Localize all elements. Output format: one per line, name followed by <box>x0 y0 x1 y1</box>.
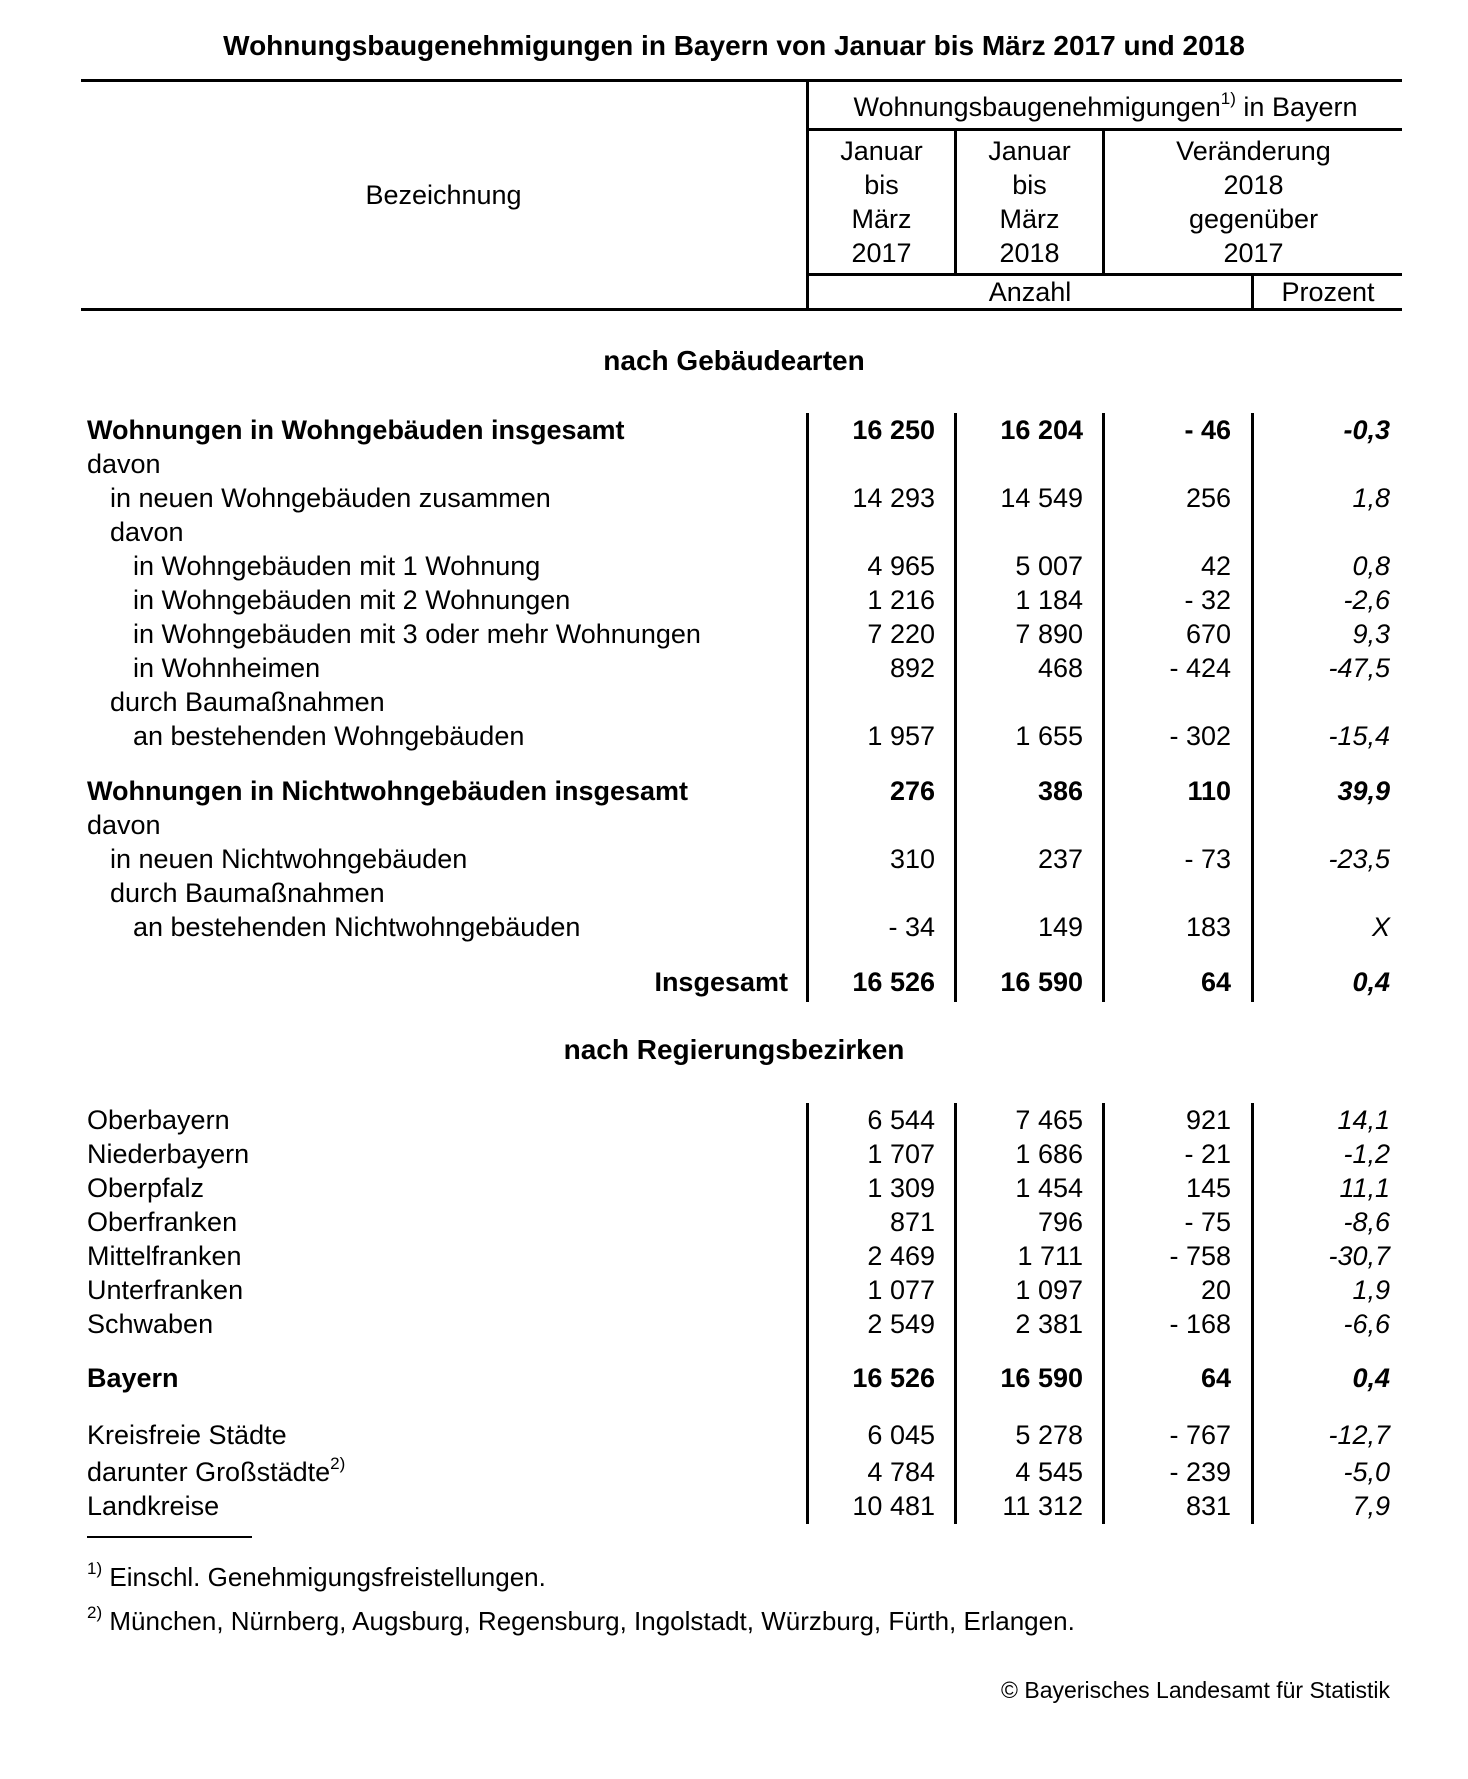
value-2017: 4 784 <box>867 1457 935 1487</box>
footnote-1 <box>87 1559 546 1593</box>
footnote-mark: 2) <box>330 1454 346 1473</box>
value-percent: -12,7 <box>1328 1420 1390 1450</box>
value-change: - 21 <box>1184 1139 1231 1169</box>
value-percent: -2,6 <box>1343 585 1390 615</box>
value-change: - 46 <box>1184 415 1231 445</box>
value-percent: -1,2 <box>1343 1139 1390 1169</box>
row-label-with-note <box>87 1455 345 1489</box>
value-2017: 6 045 <box>867 1420 935 1450</box>
header-col-change-line: Veränderung <box>1176 136 1331 166</box>
value-2017: 7 220 <box>867 619 935 649</box>
table-row <box>0 1103 1468 1137</box>
table-row <box>0 1171 1468 1205</box>
value-2018: 5 007 <box>1015 551 1083 581</box>
value-2018: 16 204 <box>1000 415 1083 445</box>
footnote-text: Einschl. Genehmigungsfreistellungen. <box>109 1562 546 1592</box>
value-change: 183 <box>1185 912 1231 942</box>
value-2018: 16 590 <box>1000 967 1083 997</box>
value-change: 921 <box>1185 1105 1231 1135</box>
table-row <box>0 651 1468 685</box>
table-row <box>0 1455 1468 1489</box>
row-label: Landkreise <box>87 1491 220 1521</box>
row-label: darunter Großstädte <box>87 1457 331 1487</box>
value-change: - 302 <box>1169 721 1231 751</box>
value-2018: 237 <box>1037 844 1083 874</box>
value-change: 831 <box>1185 1491 1231 1521</box>
row-label: Schwaben <box>87 1309 214 1339</box>
value-2018: 1 711 <box>1017 1241 1083 1271</box>
value-percent: 0,4 <box>1352 967 1390 997</box>
header-top-rule <box>81 79 1402 82</box>
value-2018: 5 278 <box>1015 1420 1083 1450</box>
table-row <box>0 617 1468 651</box>
value-change: - 424 <box>1169 653 1231 683</box>
section-title-buildings: nach Gebäudearten <box>603 345 865 376</box>
header-unit-percent: Prozent <box>1281 277 1375 307</box>
value-2018: 11 312 <box>1002 1491 1083 1521</box>
value-percent: 39,9 <box>1337 776 1390 806</box>
value-percent: -0,3 <box>1343 415 1390 445</box>
value-change: 670 <box>1185 619 1231 649</box>
value-2017: 14 293 <box>852 483 935 513</box>
table-row <box>0 876 1468 910</box>
value-percent: 14,1 <box>1337 1105 1390 1135</box>
value-2017: 6 544 <box>867 1105 935 1135</box>
header-col-change-line: 2017 <box>1223 238 1284 268</box>
header-col-2018-line: März <box>999 204 1060 234</box>
value-2018: 7 890 <box>1015 619 1083 649</box>
table-row <box>0 549 1468 583</box>
table-row <box>0 774 1468 808</box>
value-change: 145 <box>1185 1173 1231 1203</box>
table-row <box>0 481 1468 515</box>
header-col-change-line: gegenüber <box>1188 204 1319 234</box>
table-row <box>0 413 1468 447</box>
value-2017: 2 469 <box>867 1241 935 1271</box>
footnote-text: München, Nürnberg, Augsburg, Regensburg, Ingolstadt, Würzburg, Fürth, Erlangen. <box>109 1606 1075 1636</box>
header-unit-count: Anzahl <box>988 277 1072 307</box>
value-2017: 871 <box>889 1207 935 1237</box>
header-group-text: Wohnungsbaugenehmigungen <box>853 92 1221 122</box>
value-2018: 7 465 <box>1015 1105 1083 1135</box>
section-title-districts: nach Regierungsbezirken <box>563 1034 905 1065</box>
value-change: 64 <box>1200 967 1231 997</box>
value-2018: 4 545 <box>1015 1457 1083 1487</box>
table-row <box>0 1137 1468 1171</box>
value-change: - 32 <box>1184 585 1231 615</box>
header-group-footnote-mark: 1) <box>1220 89 1236 108</box>
value-change: - 239 <box>1169 1457 1231 1487</box>
value-percent: -8,6 <box>1343 1207 1390 1237</box>
value-percent: 1,9 <box>1352 1275 1390 1305</box>
header-group <box>809 90 1402 124</box>
header-col-2017-line: 2017 <box>851 238 912 268</box>
value-2017: 1 957 <box>867 721 935 751</box>
row-label: an bestehenden Wohngebäuden <box>133 721 525 751</box>
row-label: in neuen Wohngebäuden zusammen <box>110 483 551 513</box>
value-2018: 14 549 <box>1000 483 1083 513</box>
table-row <box>0 1239 1468 1273</box>
row-label: in neuen Nichtwohngebäuden <box>110 844 468 874</box>
row-label: in Wohnheimen <box>133 653 321 683</box>
row-label: Oberbayern <box>87 1105 230 1135</box>
table-row <box>0 719 1468 753</box>
value-percent: -47,5 <box>1328 653 1390 683</box>
row-label: Oberpfalz <box>87 1173 205 1203</box>
value-change: - 767 <box>1169 1420 1231 1450</box>
value-change: 42 <box>1200 551 1231 581</box>
value-2017: 892 <box>889 653 935 683</box>
value-change: - 758 <box>1169 1241 1231 1271</box>
header-col-2018-line: 2018 <box>999 238 1060 268</box>
header-col-2017-line: Januar <box>840 136 923 166</box>
row-label: Unterfranken <box>87 1275 244 1305</box>
header-col-2018-line: bis <box>1012 170 1047 200</box>
value-2017: 16 250 <box>852 415 935 445</box>
table-row <box>0 1307 1468 1341</box>
value-2018: 149 <box>1037 912 1083 942</box>
header-col-change <box>1105 134 1402 270</box>
value-percent: -5,0 <box>1343 1457 1390 1487</box>
value-percent: -15,4 <box>1328 721 1390 751</box>
value-2017: 276 <box>889 776 935 806</box>
table-row-total <box>0 965 1468 999</box>
header-col-change-line: 2018 <box>1223 170 1284 200</box>
value-2018: 1 184 <box>1015 585 1083 615</box>
table-row <box>0 1205 1468 1239</box>
row-label: davon <box>87 449 161 479</box>
value-change: 64 <box>1200 1363 1231 1393</box>
row-label: Mittelfranken <box>87 1241 242 1271</box>
value-2017: 2 549 <box>867 1309 935 1339</box>
footnote-mark: 1) <box>87 1559 103 1579</box>
table-row <box>0 910 1468 944</box>
value-2018: 1 655 <box>1015 721 1083 751</box>
header-col-2017-line: bis <box>864 170 899 200</box>
copyright-notice: © Bayerisches Landesamt für Statistik <box>1001 1677 1390 1703</box>
value-2017: 4 965 <box>867 551 935 581</box>
table-row <box>0 808 1468 842</box>
value-percent: 1,8 <box>1352 483 1390 513</box>
table-row <box>0 1273 1468 1307</box>
row-label: Insgesamt <box>654 967 788 997</box>
row-label: Niederbayern <box>87 1139 250 1169</box>
value-change: - 73 <box>1184 844 1231 874</box>
value-percent: -23,5 <box>1328 844 1390 874</box>
value-2018: 468 <box>1037 653 1083 683</box>
header-col-2018-line: Januar <box>988 136 1071 166</box>
header-group-suffix: in Bayern <box>1235 92 1358 122</box>
value-2018: 1 454 <box>1015 1173 1083 1203</box>
value-2018: 2 381 <box>1015 1309 1083 1339</box>
value-percent: 11,1 <box>1339 1173 1390 1203</box>
value-percent: 0,4 <box>1352 1363 1390 1393</box>
value-change: 256 <box>1185 483 1231 513</box>
table-row-total <box>0 1361 1468 1395</box>
value-2018: 1 686 <box>1015 1139 1083 1169</box>
footnote-separator <box>87 1536 252 1538</box>
value-percent: 0,8 <box>1352 551 1390 581</box>
row-label: Kreisfreie Städte <box>87 1420 287 1450</box>
value-2017: 1 707 <box>867 1139 935 1169</box>
header-col-2018 <box>957 134 1102 270</box>
table-row <box>0 515 1468 549</box>
row-label: davon <box>110 517 184 547</box>
value-2017: 10 481 <box>852 1491 935 1521</box>
table-row <box>0 1418 1468 1452</box>
value-2017: 1 077 <box>867 1275 935 1305</box>
value-change: - 168 <box>1169 1309 1231 1339</box>
footnote-2 <box>87 1603 1075 1637</box>
value-2018: 16 590 <box>1000 1363 1083 1393</box>
value-2017: 16 526 <box>852 967 935 997</box>
table-row <box>0 842 1468 876</box>
header-label-text: Bezeichnung <box>365 180 522 210</box>
row-label: in Wohngebäuden mit 3 oder mehr Wohnungen <box>133 619 701 649</box>
value-2017: 1 309 <box>867 1173 935 1203</box>
value-2018: 386 <box>1037 776 1083 806</box>
row-label: Oberfranken <box>87 1207 238 1237</box>
row-label: Wohnungen in Wohngebäuden insgesamt <box>87 415 625 445</box>
table-row <box>0 583 1468 617</box>
row-label: Bayern <box>87 1363 179 1393</box>
value-percent: 9,3 <box>1352 619 1390 649</box>
header-label-column <box>81 178 806 212</box>
value-2017: 310 <box>889 844 935 874</box>
value-change: - 75 <box>1184 1207 1231 1237</box>
value-percent: X <box>1371 912 1390 942</box>
value-2017: 16 526 <box>852 1363 935 1393</box>
table-title: Wohnungsbaugenehmigungen in Bayern von Januar bis März 2017 und 2018 <box>223 30 1245 61</box>
table-row <box>0 1489 1468 1523</box>
value-change: 110 <box>1187 776 1231 806</box>
row-label: durch Baumaßnahmen <box>110 687 385 717</box>
row-label: davon <box>87 810 161 840</box>
value-percent: -30,7 <box>1328 1241 1390 1271</box>
header-col-2017-line: März <box>851 204 912 234</box>
row-label: an bestehenden Nichtwohngebäuden <box>133 912 581 942</box>
row-label: in Wohngebäuden mit 1 Wohnung <box>133 551 541 581</box>
table-row <box>0 685 1468 719</box>
header-col-2017 <box>809 134 954 270</box>
row-label: Wohnungen in Nichtwohngebäuden insgesamt <box>87 776 689 806</box>
footnote-mark: 2) <box>87 1603 103 1623</box>
table-row <box>0 447 1468 481</box>
value-2017: 1 216 <box>867 585 935 615</box>
value-2018: 796 <box>1037 1207 1083 1237</box>
row-label: durch Baumaßnahmen <box>110 878 385 908</box>
value-2017: - 34 <box>888 912 935 942</box>
value-2018: 1 097 <box>1015 1275 1083 1305</box>
value-change: 20 <box>1200 1275 1231 1305</box>
value-percent: 7,9 <box>1352 1491 1390 1521</box>
row-label: in Wohngebäuden mit 2 Wohnungen <box>133 585 571 615</box>
value-percent: -6,6 <box>1343 1309 1390 1339</box>
